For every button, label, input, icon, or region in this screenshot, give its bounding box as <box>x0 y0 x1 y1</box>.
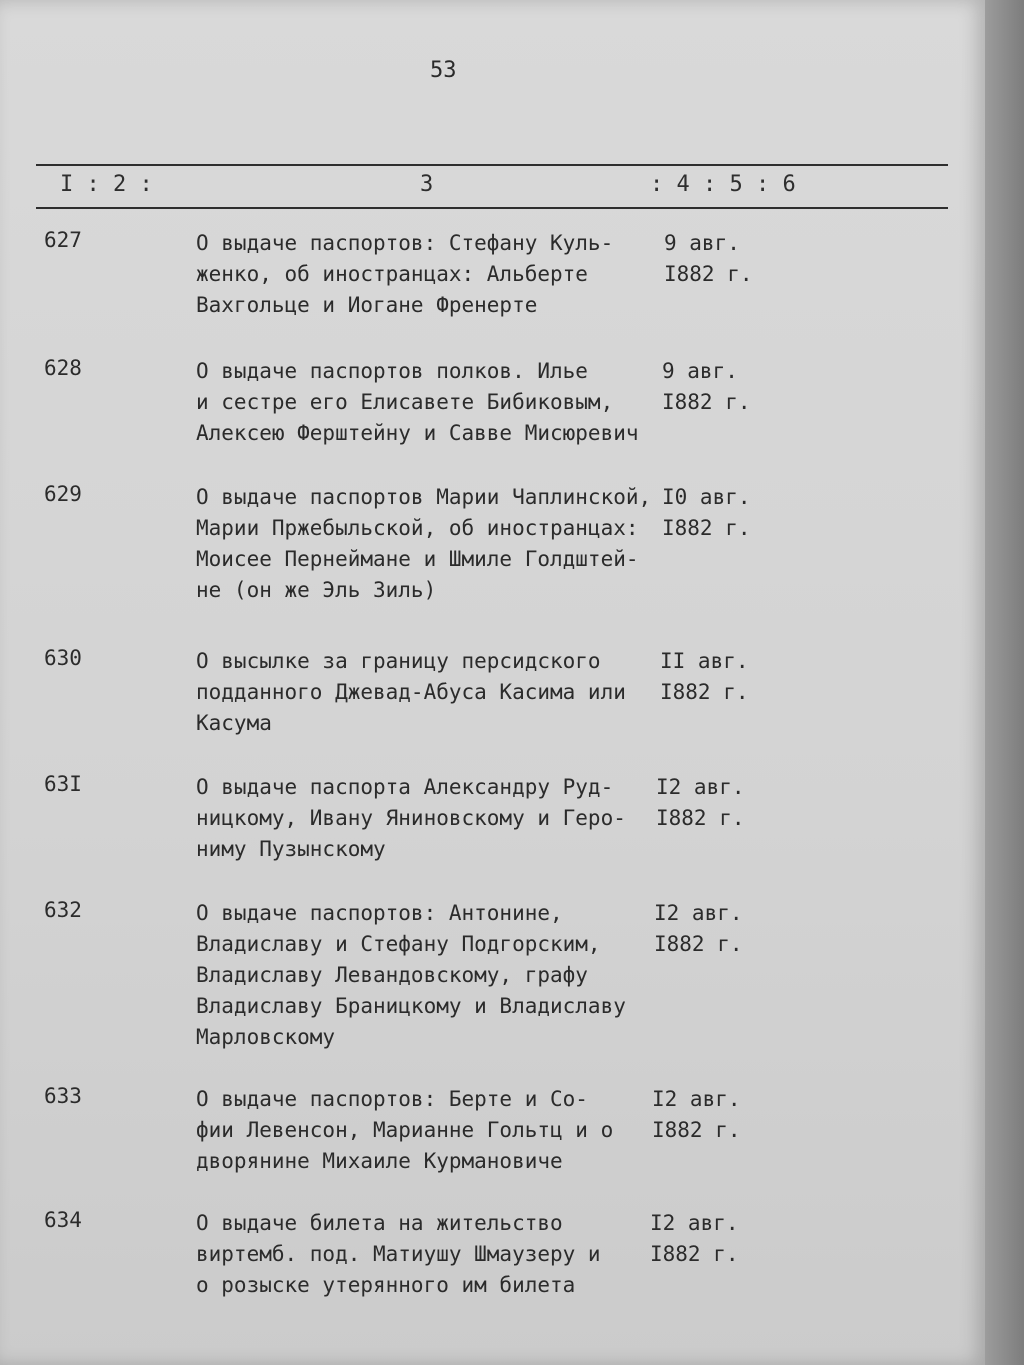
column-heading-4-6: : 4 : 5 : 6 <box>650 172 796 197</box>
entry-description-line: женко, об иностранцах: Альберте <box>196 262 588 286</box>
entry-description-line: не (он же Эль Зиль) <box>196 578 437 602</box>
entry-description-line: Владиславу Браницкому и Владиславу <box>196 994 626 1018</box>
entry-description-line: ницкому, Ивану Яниновскому и Геро- <box>196 806 626 830</box>
entry-date <box>656 772 745 834</box>
entry-date-line: I2 авг. <box>650 1211 739 1235</box>
entry-number: 627 <box>44 228 82 252</box>
entry-number: 634 <box>44 1208 82 1232</box>
entry-description <box>196 772 666 865</box>
entry-description-line: О выдаче паспортов полков. Илье <box>196 359 588 383</box>
entry-description <box>196 1208 666 1301</box>
entry-number: 630 <box>44 646 82 670</box>
entry-description <box>196 898 666 1053</box>
entry-number: 629 <box>44 482 82 506</box>
entry-description-line: Вахгольце и Иогане Френерте <box>196 293 538 317</box>
entry-date <box>660 646 749 708</box>
entry-date-line: I882 г. <box>650 1242 739 1266</box>
entry-description <box>196 1084 666 1177</box>
entry-description-line: О выдаче паспорта Александру Руд- <box>196 775 614 799</box>
entry-description <box>196 228 666 321</box>
entry-description-line: виртемб. под. Матиушу Шмаузеру и <box>196 1242 601 1266</box>
entry-date-line: I882 г. <box>652 1118 741 1142</box>
entry-date <box>650 1208 739 1270</box>
entry-description-line: дворянине Михаиле Курмановиче <box>196 1149 563 1173</box>
entry-description-line: О выдаче паспортов: Антонине, <box>196 901 563 925</box>
entry-date-line: 9 авг. <box>664 231 740 255</box>
entry-number: 63I <box>44 772 82 796</box>
entry-date-line: I882 г. <box>656 806 745 830</box>
column-heading-3: 3 <box>420 172 434 197</box>
entry-date-line: I882 г. <box>664 262 753 286</box>
entry-description-line: фии Левенсон, Марианне Гольтц и о <box>196 1118 614 1142</box>
entry-date-line: I0 авг. <box>662 485 751 509</box>
entry-date-line: I2 авг. <box>652 1087 741 1111</box>
entry-description-line: Моисее Пернеймане и Шмиле Голдштей- <box>196 547 639 571</box>
entry-description-line: Владиславу Левандовскому, графу <box>196 963 588 987</box>
entry-date <box>664 228 753 290</box>
entry-description-line: Владиславу и Стефану Подгорским, <box>196 932 601 956</box>
entry-number: 632 <box>44 898 82 922</box>
entry-date-line: I882 г. <box>660 680 749 704</box>
entry-number: 628 <box>44 356 82 380</box>
entry-description <box>196 646 666 739</box>
page-edge-shadow <box>985 0 1024 1365</box>
entry-date-line: I2 авг. <box>656 775 745 799</box>
entry-description-line: О высылке за границу персидского <box>196 649 601 673</box>
entry-date-line: I2 авг. <box>654 901 743 925</box>
entry-date <box>654 898 743 960</box>
entry-description-line: Марии Пржебыльской, об иностранцах: <box>196 516 639 540</box>
entry-description-line: О выдаче паспортов Марии Чаплинской, <box>196 485 652 509</box>
entry-description-line: ниму Пузынскому <box>196 837 386 861</box>
entry-date-line: 9 авг. <box>662 359 738 383</box>
column-heading-1-2: I : 2 : <box>60 172 153 197</box>
entry-date <box>662 356 751 418</box>
entry-date-line: I882 г. <box>662 516 751 540</box>
entry-date <box>662 482 751 544</box>
entry-description <box>196 482 666 606</box>
header-top-rule <box>36 164 948 166</box>
entry-description <box>196 356 666 449</box>
header-bottom-rule <box>36 207 948 209</box>
page-number: 53 <box>430 58 457 83</box>
entry-description-line: О выдаче паспортов: Стефану Куль- <box>196 231 614 255</box>
entry-description-line: Марловскому <box>196 1025 336 1049</box>
entry-description-line: О выдаче билета на жительство <box>196 1211 563 1235</box>
entry-date-line: I882 г. <box>662 390 751 414</box>
entry-description-line: Алексею Ферштейну и Савве Мисюревич <box>196 421 639 445</box>
entry-description-line: подданного Джевад-Абуса Касима или <box>196 680 626 704</box>
entry-date-line: I882 г. <box>654 932 743 956</box>
entry-description-line: Касума <box>196 711 272 735</box>
entry-date <box>652 1084 741 1146</box>
entry-description-line: О выдаче паспортов: Берте и Со- <box>196 1087 588 1111</box>
entry-number: 633 <box>44 1084 82 1108</box>
entry-description-line: о розыске утерянного им билета <box>196 1273 576 1297</box>
entry-date-line: II авг. <box>660 649 749 673</box>
entry-description-line: и сестре его Елисавете Бибиковым, <box>196 390 614 414</box>
